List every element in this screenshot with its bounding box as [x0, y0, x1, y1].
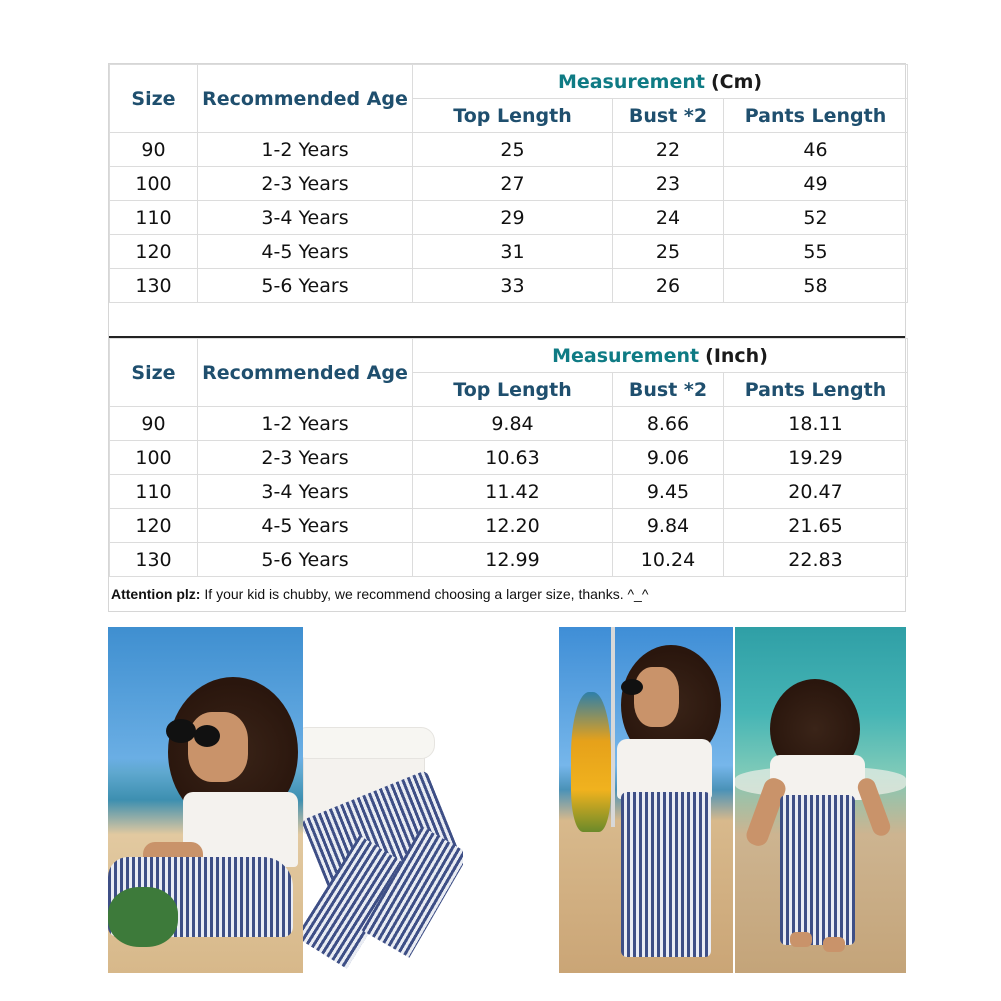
cell-size: 90 — [110, 133, 198, 167]
table-row — [110, 509, 908, 543]
cell-top-length: 9.84 — [413, 407, 613, 441]
product-photo-girl-sitting-beach — [108, 627, 303, 973]
product-photo-girl-walking-shore — [735, 627, 906, 973]
cell-size: 120 — [110, 235, 198, 269]
cell-bust: 9.45 — [613, 475, 724, 509]
cell-pants-length: 46 — [724, 133, 908, 167]
cell-bust: 9.06 — [613, 441, 724, 475]
attention-note — [109, 577, 905, 611]
cell-size: 130 — [110, 269, 198, 303]
table-row — [110, 543, 908, 577]
header-size: Size — [110, 339, 198, 407]
cell-age: 5-6 Years — [198, 269, 413, 303]
cell-top-length: 33 — [413, 269, 613, 303]
cell-bust: 8.66 — [613, 407, 724, 441]
cell-top-length: 31 — [413, 235, 613, 269]
cell-pants-length: 21.65 — [724, 509, 908, 543]
cell-bust: 25 — [613, 235, 724, 269]
cell-age: 4-5 Years — [198, 509, 413, 543]
table-row — [110, 269, 908, 303]
header-top-length: Top Length — [413, 373, 613, 407]
measurement-unit: (Cm) — [710, 70, 763, 93]
cell-size: 120 — [110, 509, 198, 543]
cell-top-length: 29 — [413, 201, 613, 235]
measurement-unit: (Inch) — [705, 344, 768, 367]
table-row — [110, 235, 908, 269]
cell-pants-length: 58 — [724, 269, 908, 303]
header-pants-length: Pants Length — [724, 99, 908, 133]
cell-top-length: 27 — [413, 167, 613, 201]
attention-text: If your kid is chubby, we recommend choosing a larger size, thanks. ^_^ — [204, 586, 649, 602]
cell-size: 90 — [110, 407, 198, 441]
table-row — [110, 167, 908, 201]
cell-pants-length: 55 — [724, 235, 908, 269]
cell-age: 1-2 Years — [198, 407, 413, 441]
cell-age: 5-6 Years — [198, 543, 413, 577]
cell-size: 130 — [110, 543, 198, 577]
measurement-label: Measurement — [557, 70, 705, 93]
cell-age: 2-3 Years — [198, 441, 413, 475]
cell-bust: 9.84 — [613, 509, 724, 543]
cell-bust: 22 — [613, 133, 724, 167]
header-measurement — [413, 339, 908, 373]
header-recommended-age: Recommended Age — [198, 339, 413, 407]
header-top-length: Top Length — [413, 99, 613, 133]
table-row — [110, 441, 908, 475]
header-bust: Bust *2 — [613, 373, 724, 407]
header-pants-length: Pants Length — [724, 373, 908, 407]
cell-top-length: 12.20 — [413, 509, 613, 543]
table-divider — [109, 303, 905, 338]
cell-size: 110 — [110, 475, 198, 509]
cell-bust: 26 — [613, 269, 724, 303]
cell-size: 100 — [110, 167, 198, 201]
cell-size: 100 — [110, 441, 198, 475]
cell-top-length: 10.63 — [413, 441, 613, 475]
table-row — [110, 201, 908, 235]
product-photo-outfit-flatlay — [303, 627, 463, 973]
cell-pants-length: 22.83 — [724, 543, 908, 577]
header-size: Size — [110, 65, 198, 133]
cell-pants-length: 52 — [724, 201, 908, 235]
table-row — [110, 133, 908, 167]
table-row — [110, 475, 908, 509]
measurement-label: Measurement — [552, 344, 700, 367]
cell-bust: 10.24 — [613, 543, 724, 577]
header-recommended-age: Recommended Age — [198, 65, 413, 133]
cell-top-length: 11.42 — [413, 475, 613, 509]
size-table-cm — [109, 64, 908, 303]
size-table-inch — [109, 338, 908, 577]
cell-pants-length: 19.29 — [724, 441, 908, 475]
cell-pants-length: 20.47 — [724, 475, 908, 509]
cell-pants-length: 49 — [724, 167, 908, 201]
cell-top-length: 25 — [413, 133, 613, 167]
attention-label: Attention plz: — [111, 586, 201, 602]
cell-bust: 23 — [613, 167, 724, 201]
cell-pants-length: 18.11 — [724, 407, 908, 441]
cell-top-length: 12.99 — [413, 543, 613, 577]
cell-age: 3-4 Years — [198, 201, 413, 235]
cell-age: 2-3 Years — [198, 167, 413, 201]
cell-size: 110 — [110, 201, 198, 235]
cell-bust: 24 — [613, 201, 724, 235]
cell-age: 4-5 Years — [198, 235, 413, 269]
product-photo-girl-with-parrot — [559, 627, 733, 973]
cell-age: 1-2 Years — [198, 133, 413, 167]
header-measurement — [413, 65, 908, 99]
size-chart — [108, 63, 906, 612]
cell-age: 3-4 Years — [198, 475, 413, 509]
header-bust: Bust *2 — [613, 99, 724, 133]
table-row — [110, 407, 908, 441]
